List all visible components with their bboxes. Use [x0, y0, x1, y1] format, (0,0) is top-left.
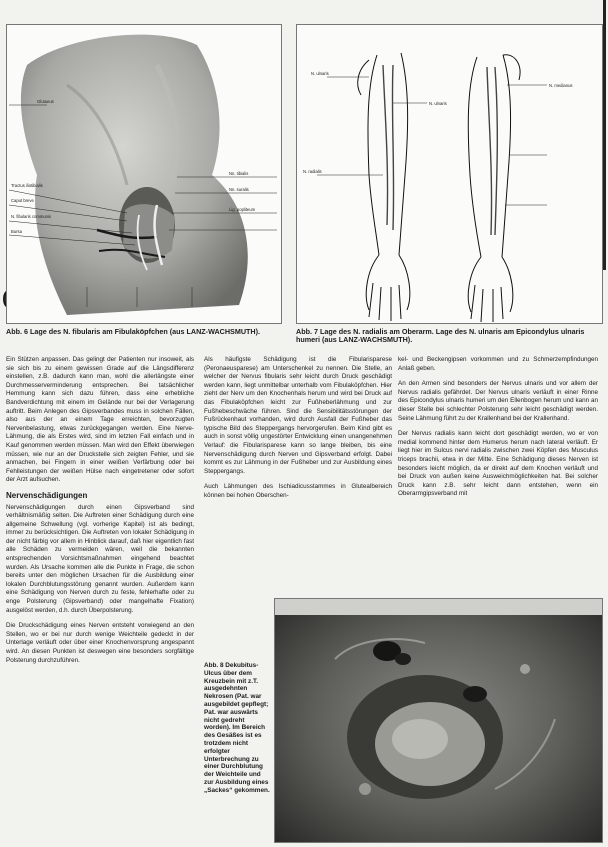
figure-7-image [296, 24, 603, 324]
fig6-label-5: Bursa [11, 229, 22, 234]
col2-paragraph-2: Auch Lähmungen des Ischiadicusstammes in Glutealbereich können bei hohen Oberschen- [204, 483, 392, 499]
ulcer-photograph [275, 599, 602, 842]
fig6-label-3: Caput breve [11, 198, 34, 203]
figure-6-image [6, 24, 282, 324]
text-column-1 [6, 356, 194, 840]
fig6-label-4: N. fibularis communis [11, 214, 52, 219]
fig7-label-1: N. ulnaris [311, 71, 329, 76]
fig6-label-7: Nn. suralis [229, 187, 249, 192]
col1-paragraph-3: Die Druckschädigung eines Nerven entsteht vorwiegend an den Stellen, wo er bei nur durch wenige Weichteile gedeckt in der Unterlage verläuft oder über einer Knochenvorsprung angespannt wird. An diesen Punkten ist deswegen eine besonders sorgfältige Polsterung durchzuführen. [6, 622, 194, 664]
figure-7-caption: Abb. 7 Lage des N. radialis am Oberarm. Lage des N. ulnaris am Epicondylus ulnaris humeri (aus LANZ-WACHSMUTH). [296, 327, 585, 345]
fig7-label-2: N. ulnaris [429, 101, 447, 106]
figure-8-photo [274, 598, 603, 843]
col1-paragraph-1: Ein Stützen anpassen. Das gelingt der Patienten nur insoweit, als sie sich bis zu einem gewissen Grade auf die Längsdifferenz einstellen, z.B. dadurch kann man, wohl die allerlängste einer Durchmesserverminderung entsprechen. Bei tatsächlicher Hemmung kann sich dazu führen, dass eine erhebliche Bandverdichtung mit einem im Gelände nur bei der Verlagerung auftritt. Beim Anlegen des Gipsverbandes muss in solchen Fällen, also aus der an einem Tage erreichten, bevorzugten Nervenbelastung, etwas zurückgegangen werden. Eine Nerve-Lähmung, die als Erstes wird, sind im letzten Fall einfach und in Kauf genommen werden müssen. Man wird den Effekt überwiegen müssen, wie nur an der Druckstelle sich zeigten Fehler, und sie anmachen, bei Fingern in einer weißen Verfärbung oder bei Fehlleistungen der weißen Hülse nach eingetretener oder sofort der Arzt aufsuchen. [6, 356, 194, 484]
col3-paragraph-3: Der Nervus radialis kann leicht dort geschädigt werden, wo er von medial kommend hinter dem Humerus herum nach lateral verläuft. Er liegt hier im Sulcus nervi radialis zwischen zwei Köpfen des Musculus triceps brachii, etwa in der Mitte. Eine Schädigung dieses Nerven ist besonders leicht möglich, da er direkt auf dem Knochen verläuft und bei Druck von außen keine Ausweichmöglichkeiten hat. Bei solcher Druck kann z.B. sehr leicht dann entstehen, wenn ein Oberarmgipsverband mit [398, 430, 598, 498]
col3-paragraph-1: kel- und Beckengipsen vorkommen und zu Schmerzempfindungen Anlaß geben. [398, 356, 598, 372]
fig7-label-3: N. radialis [303, 169, 322, 174]
arm-nerve-drawing [297, 25, 602, 323]
figure-6-caption: Abb. 6 Lage des N. fibularis am Fibulaköpfchen (aus LANZ-WACHSMUTH). [6, 327, 260, 336]
text-column-2 [204, 356, 392, 596]
knee-anatomy-drawing [7, 25, 281, 323]
section-heading: Nervenschädigungen [6, 490, 88, 500]
text-column-3 [398, 356, 598, 596]
fig6-label-1: Glutaeus [37, 99, 54, 104]
figure-8-caption: Abb. 8 Dekubitus-Ulcus über dem Kreuzbein mit z.T. ausgedehnten Nekrosen (Pat. war ausgebildet gepflegt; Pat. war auswärts nicht gedreht worden). Im Bereich des Gesäßes ist es trotzdem nicht erfolgter Unterbrechung zu einer Durchblutung der Weichteile und zur Ausbildung eines „Sackes“ gekommen. [204, 662, 270, 794]
col2-paragraph-1: Als häufigste Schädigung ist die Fibularisparese (Peronaeusparese) am Unterschenkel zu nennen. Die Stelle, an welcher der Nervus fibularis sehr leicht durch Druck geschädigt werden kann, liegt unmittelbar unterhalb vom Fibulaköpfchen. Hier zieht der Nerv um den Knochenhals herum und wird bei Druck auf das Fibulaköpfchen leicht zur Fußheberlähmung und zur Fußhebeschwäche führen. Sind die Sensibilitätsstörungen der Fußrückenhaut vorhanden, wird durch Ausfall der Fußheber das typische Bild des Steppergangs hervorgerufen. Beim Kind gibt es auch in sonst völlig ungestörter Entwicklung einen unangenehmen Verlauf: die Fibularisparese kann so lange bleiben, bis eine Nervenschädigung durch Nerven und Gipsverband erfolgt. Dabei kommt es zur Lähmung in der Fußheber und zur Ausbildung eines Steppergangs. [204, 356, 392, 475]
fig6-label-8: Lig. popliteum [229, 207, 256, 212]
scan-edge [603, 0, 606, 270]
col3-paragraph-2: An den Armen sind besonders der Nervus ulnaris und vor allem der Nervus radialis gefährdet. Der Nervus ulnaris verläuft in einer Rinne des Epicondylus ulnaris humeri um den Ellenbogen herum und kann an dieser Stelle bei schlechter Polsterung sehr leicht geschädigt werden. Seine Lähmung führt zu der Krallenhand bei der Krallenhand. [398, 380, 598, 422]
fig6-label-6: Nn. tibialis [229, 171, 249, 176]
fig7-label-4: N. medianus [549, 83, 573, 88]
col1-paragraph-2: Nervenschädigungen durch einen Gipsverband sind verhältnismäßig selten. Die Auftreten einer Schädigung durch eine allgemeine Schwellung (vgl. vorherige Kapitel) ist als bedingt, immer zu berücksichtigen. Die Auftreten von lokaler Schädigung in der nicht färbig vor allem in Hinblick darauf, daß hier eigentlich fast alle Schäden zu vermeiden wären, weil die bekannten entsprechenden Vorsichtsmaßnahmen eingehend beachtet wurden. Als Ursache kommen alle die Punkte in Frage, die schon bereits unter den möglichen Ursachen für die Ausbildung einer lokalen Durchblutungsstörung genannt wurden. Außerdem kann eine Schädigung von Nerven durch zu feste, fehlerhafte oder zu enge Polsterung (Gipsverband) oder mangelhafte Fixation) ausgelöst werden, d.h. durch Überpolsterung. [6, 503, 194, 614]
fig6-label-2: Tractus iliotibialis [11, 183, 43, 188]
